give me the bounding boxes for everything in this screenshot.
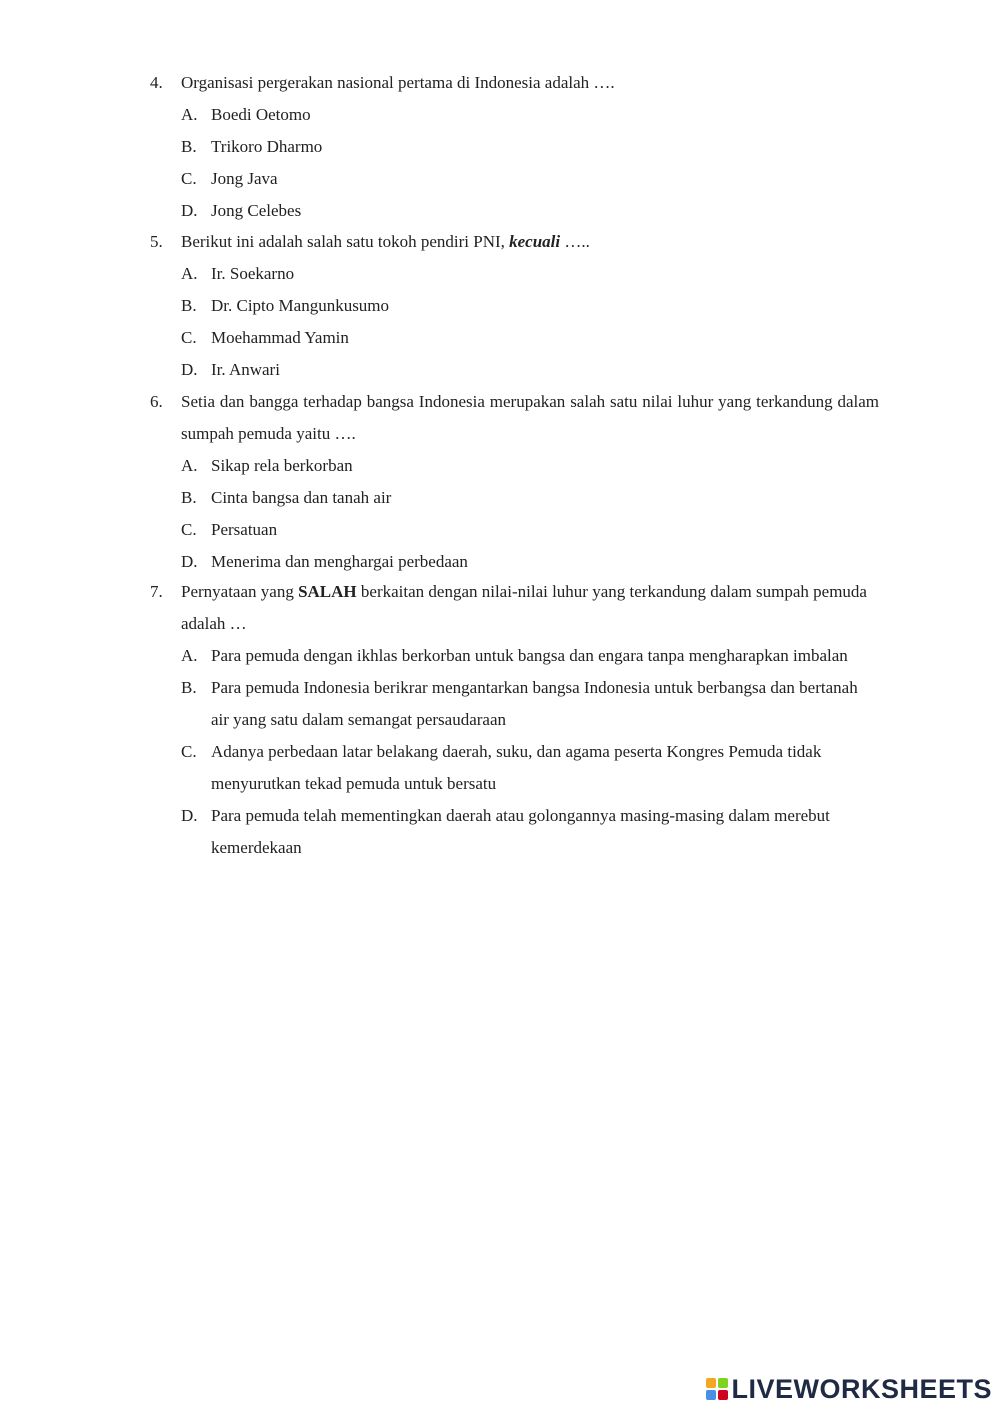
option-text: Ir. Soekarno: [211, 264, 295, 283]
question-text: [181, 576, 879, 640]
option-b[interactable]: [181, 290, 879, 322]
option-letter: B.: [181, 488, 197, 507]
option-letter: C.: [181, 328, 197, 347]
liveworksheets-logo-icon: [706, 1378, 728, 1400]
liveworksheets-branding[interactable]: [706, 1371, 992, 1407]
options-list: [181, 640, 879, 864]
question-text: Setia dan bangga terhadap bangsa Indonesia merupakan salah satu nilai luhur yang terkandung dalam sumpah pemuda yaitu ….: [181, 392, 879, 443]
question-text: [181, 226, 879, 258]
option-b[interactable]: [181, 131, 879, 163]
option-text: Adanya perbedaan latar belakang daerah, suku, dan agama peserta Kongres Pemuda tidak menyurutkan tekad pemuda untuk bersatu: [211, 742, 822, 793]
option-b[interactable]: [181, 672, 879, 736]
question-text-end: …..: [560, 232, 590, 251]
option-text: Para pemuda dengan ikhlas berkorban untuk bangsa dan engara tanpa mengharapkan imbalan: [211, 646, 848, 665]
option-letter: A.: [181, 456, 198, 475]
question-number: 6.: [150, 392, 163, 411]
option-a[interactable]: [181, 258, 879, 290]
option-letter: A.: [181, 105, 198, 124]
question-number: 5.: [150, 232, 163, 251]
option-letter: D.: [181, 552, 198, 571]
question-5: [150, 226, 879, 386]
brand-name: LIVEWORKSHEETS: [731, 1373, 992, 1404]
option-letter: D.: [181, 806, 198, 825]
option-letter: A.: [181, 646, 198, 665]
option-text: Cinta bangsa dan tanah air: [211, 488, 392, 507]
option-letter: A.: [181, 264, 198, 283]
option-letter: B.: [181, 137, 197, 156]
option-a[interactable]: [181, 99, 879, 131]
option-text: Menerima dan menghargai perbedaan: [211, 552, 468, 571]
option-b[interactable]: [181, 482, 879, 514]
option-a[interactable]: [181, 640, 879, 672]
option-letter: C.: [181, 520, 197, 539]
option-d[interactable]: [181, 195, 879, 227]
option-text: Boedi Oetomo: [211, 105, 311, 124]
option-text: Trikoro Dharmo: [211, 137, 323, 156]
options-list: [181, 258, 879, 386]
option-letter: C.: [181, 742, 197, 761]
question-emphasis: SALAH: [298, 582, 357, 601]
option-text: Persatuan: [211, 520, 278, 539]
option-letter: D.: [181, 201, 198, 220]
question-text-start: Berikut ini adalah salah satu tokoh pendiri PNI,: [181, 232, 510, 251]
question-number: 4.: [150, 73, 163, 92]
question-emphasis: kecuali: [509, 232, 561, 251]
option-text: Para pemuda Indonesia berikrar mengantarkan bangsa Indonesia untuk berbangsa dan bertanah air yang satu dalam semangat persaudaraan: [211, 678, 858, 729]
question-4: [150, 67, 879, 227]
option-letter: C.: [181, 169, 197, 188]
option-text: Jong Celebes: [211, 201, 302, 220]
question-number: 7.: [150, 582, 163, 601]
option-d[interactable]: [181, 800, 879, 864]
question-text-end: berkaitan dengan nilai-nilai luhur yang terkandung dalam sumpah pemuda adalah …: [181, 582, 867, 633]
option-c[interactable]: [181, 514, 879, 546]
option-text: Moehammad Yamin: [211, 328, 349, 347]
option-letter: B.: [181, 678, 197, 697]
option-letter: B.: [181, 296, 197, 315]
option-text: Jong Java: [211, 169, 278, 188]
option-d[interactable]: [181, 546, 879, 578]
option-text: Sikap rela berkorban: [211, 456, 353, 475]
option-c[interactable]: [181, 322, 879, 354]
question-text: Organisasi pergerakan nasional pertama di Indonesia adalah ….: [181, 73, 615, 92]
option-c[interactable]: [181, 736, 879, 800]
option-text: Ir. Anwari: [211, 360, 280, 379]
option-text: Dr. Cipto Mangunkusumo: [211, 296, 390, 315]
options-list: [181, 450, 879, 578]
options-list: [181, 99, 879, 227]
option-text: Para pemuda telah mementingkan daerah atau golongannya masing-masing dalam merebut kemerdekaan: [211, 806, 830, 857]
question-text-start: Pernyataan yang: [181, 582, 299, 601]
option-d[interactable]: [181, 354, 879, 386]
option-a[interactable]: [181, 450, 879, 482]
question-7: [150, 576, 879, 864]
option-letter: D.: [181, 360, 198, 379]
question-6: [150, 386, 879, 578]
option-c[interactable]: [181, 163, 879, 195]
